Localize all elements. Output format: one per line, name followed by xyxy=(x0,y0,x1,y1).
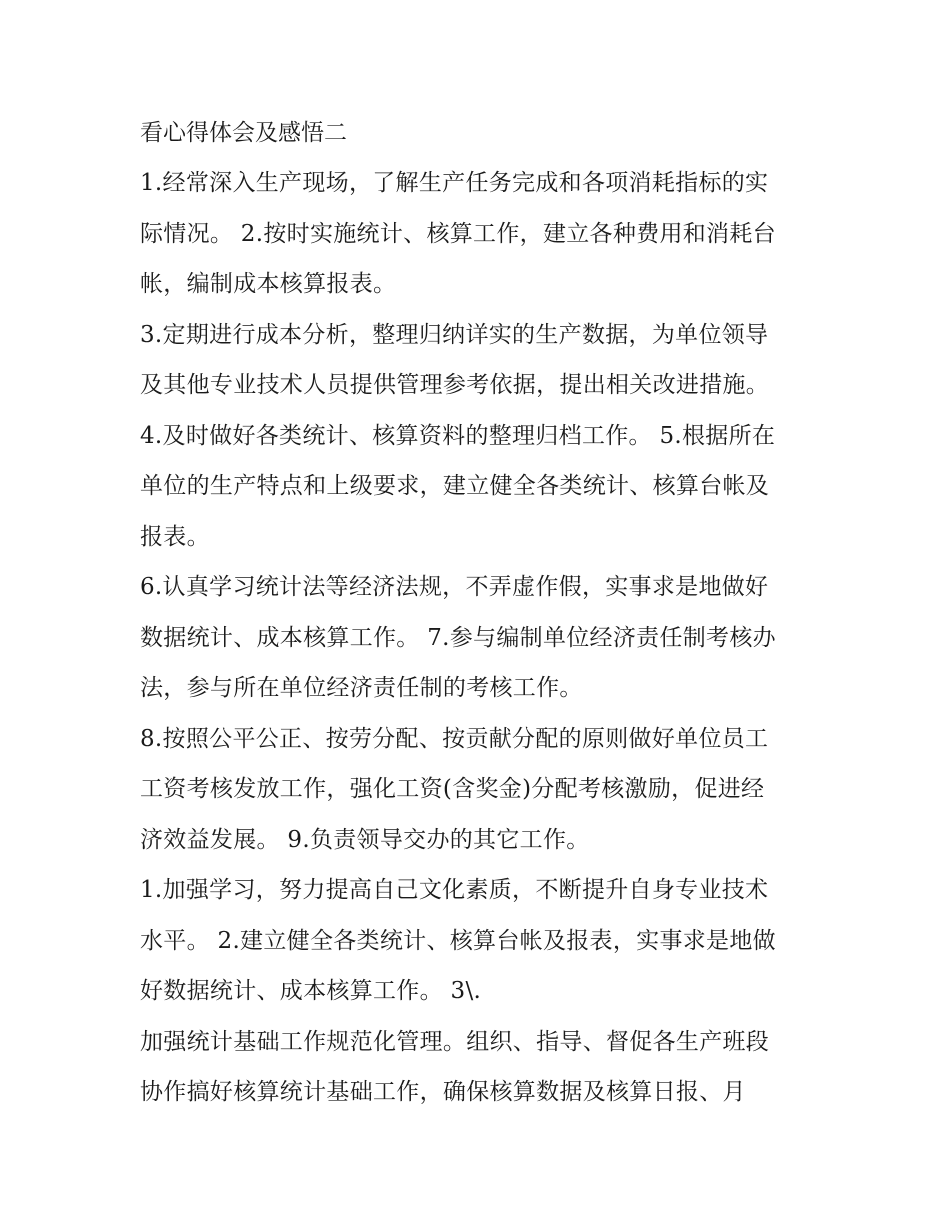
text-line: 水平。 2.建立健全各类统计、核算台帐及报表，实事求是地做 xyxy=(140,927,776,954)
paragraph xyxy=(140,562,820,714)
text-line: 好数据统计、成本核算工作。 3\. xyxy=(140,978,482,1004)
text-line: 3.定期进行成本分析，整理归纳详实的生产数据，为单位领导 xyxy=(140,321,769,348)
text-line: 工资考核发放工作，强化工资(含奖金)分配考核激励，促进经 xyxy=(140,776,765,802)
text-line: 及其他专业技术人员提供管理参考依据，提出相关改进措施。 xyxy=(140,372,770,398)
text-line: 4.及时做好各类统计、核算资料的整理归档工作。 5.根据所在 xyxy=(140,422,776,449)
text-line: 济效益发展。 9.负责领导交办的其它工作。 xyxy=(140,826,590,853)
text-line: 数据统计、成本核算工作。 7.参与编制单位经济责任制考核办 xyxy=(140,624,776,651)
text-line: 法，参与所在单位经济责任制的考核工作。 xyxy=(140,675,583,701)
text-line: 1.加强学习，努力提高自己文化素质，不断提升自身专业技术 xyxy=(140,877,769,903)
text-line: 报表。 xyxy=(140,523,210,550)
paragraph xyxy=(140,310,820,563)
text-line: 帐，编制成本核算报表。 xyxy=(140,271,397,297)
text-line: 际情况。 2.按时实施统计、核算工作，建立各种费用和消耗台 xyxy=(140,220,776,247)
paragraph xyxy=(140,714,820,866)
paragraph xyxy=(140,1017,820,1118)
text-line: 单位的生产特点和上级要求，建立健全各类统计、核算台帐及 xyxy=(140,473,770,499)
document-title: 看心得体会及感悟二 xyxy=(140,120,347,146)
paragraph xyxy=(140,158,820,310)
text-line: 6.认真学习统计法等经济法规，不弄虚作假，实事求是地做好 xyxy=(140,574,769,600)
paragraph xyxy=(140,865,820,1017)
document-page xyxy=(140,108,820,1118)
text-line: 协作搞好核算统计基础工作，确保核算数据及核算日报、月 xyxy=(140,1079,746,1105)
text-line: 加强统计基础工作规范化管理。组织、指导、督促各生产班段 xyxy=(140,1028,770,1055)
text-line: 8.按照公平公正、按劳分配、按贡献分配的原则做好单位员工 xyxy=(140,725,769,752)
text-line: 1.经常深入生产现场，了解生产任务完成和各项消耗指标的实 xyxy=(140,170,769,196)
